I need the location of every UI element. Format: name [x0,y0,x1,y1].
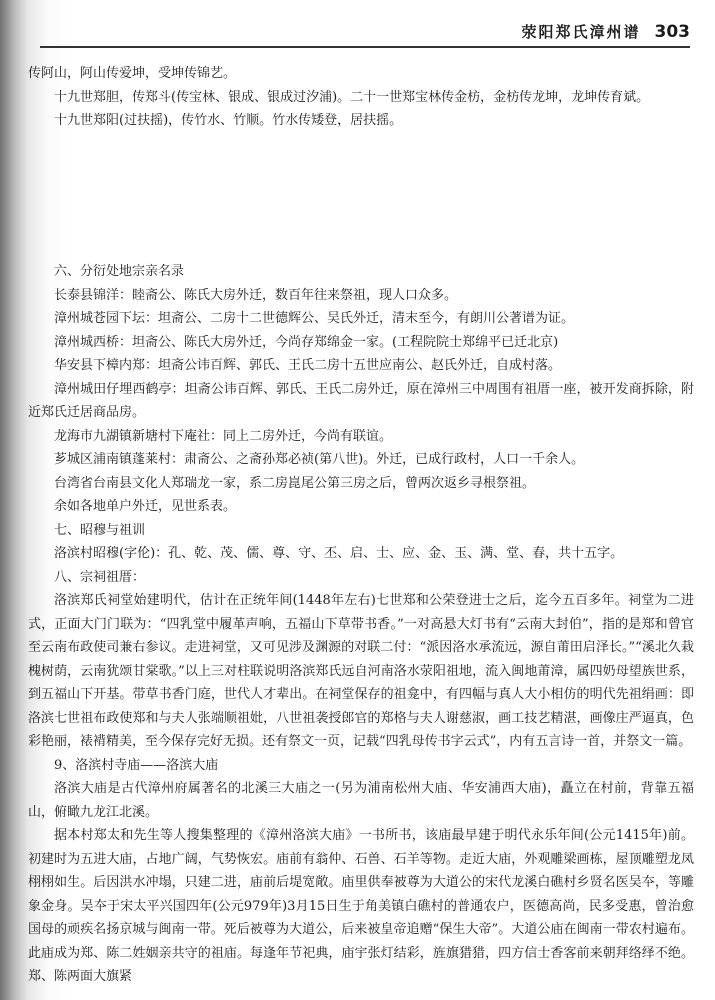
section-6-migration-list [28,260,694,989]
text-paragraph: 洛滨大庙是古代漳州府属著名的北溪三大庙之一(另为浦南松州大庙、华安浦西大庙)，矗立在村前，背靠五福山，俯瞰九龙江北溪。 [28,781,694,820]
text-paragraph: 十九世郑胆，传郑斗(传宝林、银成、银成过汐浦)。二十一世郑宝林传金枋，金枋传龙坤，龙坤传育斌。 [54,89,650,105]
list-item: 漳州城西桥：坦斋公、陈氏大房外迁，今尚存郑绵金一家。(工程院院士郑绵平已迁北京) [54,334,559,350]
section-heading: 9、洛滨村寺庙——洛滨大庙 [54,757,219,773]
page-number: 303 [654,22,690,42]
section-heading: 七、昭穆与祖训 [54,522,146,538]
section-heading: 六、分衍处地宗亲名录 [54,264,185,279]
header-rule [40,46,690,48]
list-item: 台湾省台南县文化人郑瑞龙一家，系二房崑尾公第三房之后，曾两次返乡寻根祭祖。 [54,475,536,491]
text-paragraph: 传阿山，阿山传爱坤，受坤传锦艺。 [28,66,237,81]
text-paragraph: 十九世郑阳(过扶摇)，传竹水、竹顺。竹水传矮登，居扶摇。 [54,113,403,128]
list-item: 漳州城苍园下坛：坦斋公、二房十二世德辉公、吴氏外迁，清末至今，有朗川公著谱为证。 [54,311,575,326]
text-paragraph: 洛滨村昭穆(字伦)：孔、乾、茂、儒、尊、守、丕、启、士、应、金、玉、满、堂、春，共十五字。 [54,546,624,561]
list-item: 芗城区浦南镇蓬莱村：肃斋公、之斋孙郑必祯(第八世)。外迁，已成行政村，人口一千余人。 [54,452,585,467]
list-item: 漳州城田仔埋西鹤亭：坦斋公讳百辉、郭氏、王氏二房外迁，原在漳州三中周围有祖厝一座，被开发商拆除，附近郑氏迁居商品房。 [28,381,694,420]
section-heading: 八、宗祠祖厝： [54,569,146,585]
list-item: 余如各地单户外迁，见世系表。 [54,499,237,514]
list-item: 龙海市九湖镇新塘村下庵社：同上二房外迁，今尚有联谊。 [54,428,393,444]
lineage-continuation [28,62,694,133]
text-paragraph: 洛滨郑氏祠堂始建明代，估计在正统年间(1448年左右)七世郑和公荣登进士之后，迄今五百多年。祠堂为二进式，正面大门门联为：“四乳堂中履革声响，五福山下草带书香。”一对高悬大灯书有“云南大封伯”，指的是郑和曾官至云南布政使司兼右参议。走进祠堂，又可见涉及渊源的对联二付：“派因洛水承流远，源自莆田启泽长。”“溪北久栽槐树荫，云南犹颂甘棠歌。”以上三对柱联说明洛滨郑氏远自河南洛水荥阳祖地，流入闽地莆漳，属四奶母望族世系，到五福山下开基。带草书香门庭，世代人才辈出。在祠堂保存的祖龛中，有四幅与真人大小相仿的明代先祖绢画：即洛滨七世祖布政使郑和与夫人张端顺祖妣，八世祖袭授郎官的郑格与夫人谢慈淑，画工技艺精湛，画像庄严逼真，色彩艳丽，裱褙精美，至今保存完好无损。还有祭文一页，记载“四乳母传书字云式”，内有五言诗一首，并祭文一篇。 [28,593,694,749]
text-paragraph: 据本村郑太和先生等人搜集整理的《漳州洛滨大庙》一书所书，该庙最早建于明代永乐年间(公元1415年)前。初建时为五进大庙，占地广阔，气势恢宏。庙前有翁仲、石兽、石羊等物。走近大庙，外观雕梁画栋，屋顶雕塑龙凤栩栩如生。后因洪水冲塌，只建二进，庙前后堤宽敞。庙里供奉被尊为大道公的宋代龙溪白礁村乡贤名医吴夲，等雕象金身。吴夲于宋太平兴国四年(公元979年)3月15日生于角美镇白礁村的普通农户，医德高尚，民多受惠，曾治愈国母的顽疾名扬京城与闽南一带。死后被尊为大道公，后来被皇帝追赠“保生大帝”。大道公庙在闽南一带农村遍布。此庙成为郑、陈二姓姻亲共守的祖庙。每逢年节祀典，庙宇张灯结彩，旌旗猎猎，四方信士香客前来朝拜络绎不绝。郑、陈两面大旗紧 [28,828,694,984]
list-item: 华安县下樟内郑：坦斋公讳百辉、郭氏、王氏二房十五世应南公、赵氏外迁，自成村落。 [54,358,562,373]
running-header [420,14,690,42]
book-title: 荥阳郑氏漳州谱 [521,23,641,41]
list-item: 长泰县锦洋：睦斋公、陈氏大房外迁，数百年往来祭祖，现人口众多。 [54,287,458,303]
